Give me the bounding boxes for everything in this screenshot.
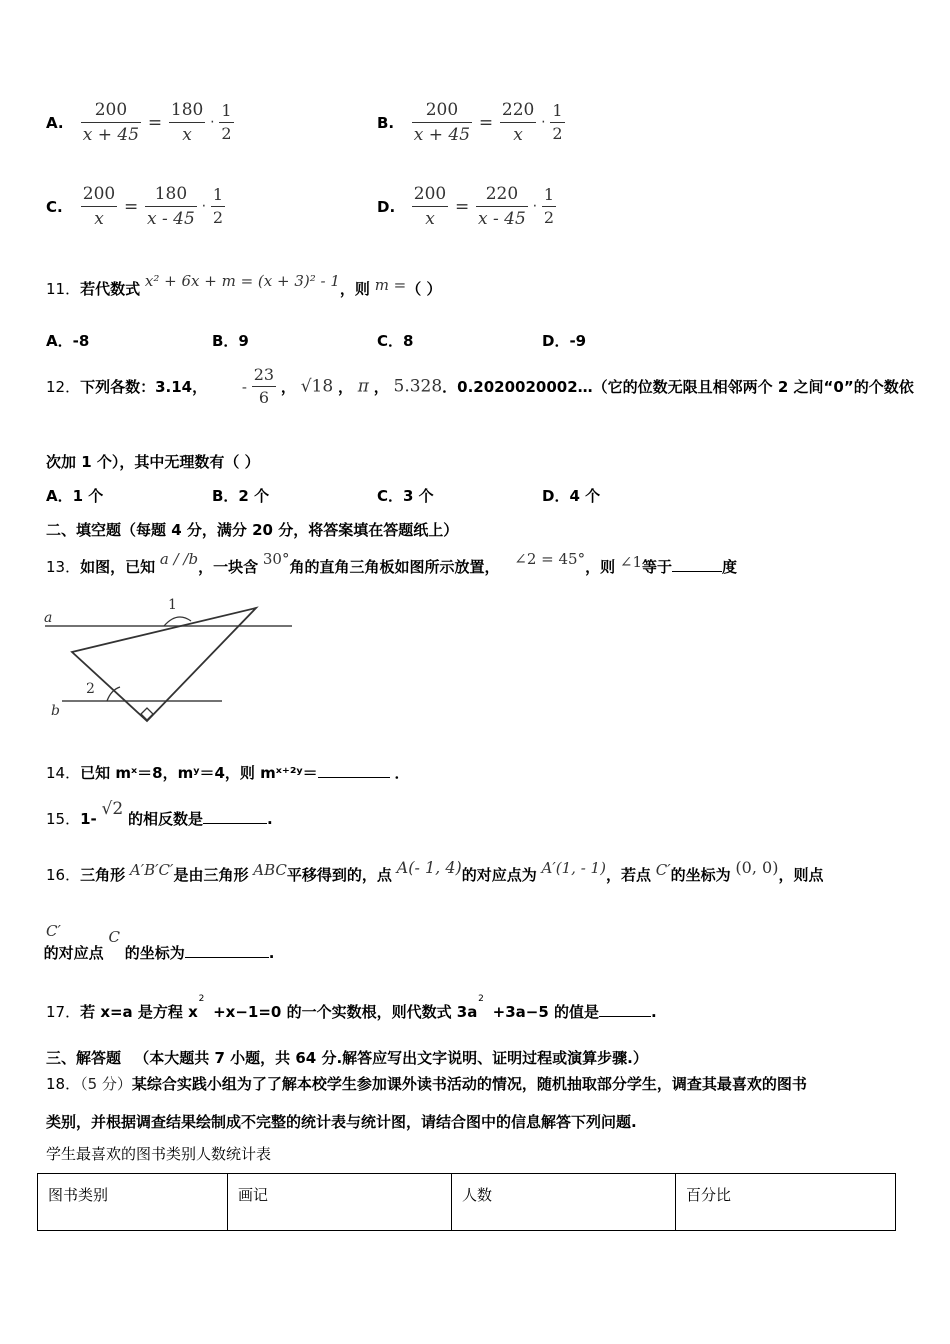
q11-option: C．8 [377,332,414,350]
label-angle-1: 1 [168,597,177,613]
sqrt-18: √18 [300,376,334,397]
q13-stem: 13．如图，已知 a / /b，一块含 30°角的直角三角板如图所示放置， ∠2 = 45°，则 ∠1等于 度 [46,550,738,576]
table-header-cell: 人数 [452,1174,676,1231]
fraction-half: $\frac{1}{2}$ [543,185,555,227]
answer-blank[interactable] [185,957,269,958]
label-a: a [44,610,53,626]
q16-stem: 16．三角形 A′B′C′是由三角形 ABC平移得到的，点 A(- 1, 4)的对应点为 A′(1, - 1)，若点 C′的坐标为 (0, 0)，则点 [46,858,824,884]
equals-sign: = [478,112,494,133]
q12-option: C．3 个 [377,487,434,505]
q18-stem-line2: 类别，并根据调查结果绘制成不完整的统计表与统计图，请结合图中的信息解答下列问题. [46,1113,637,1131]
dot-operator: · [532,198,538,215]
fraction-left: $\frac{200}{x}$ [82,184,116,229]
q11-stem: 11．若代数式 x² + 6x + m = (x + 3)² - 1，则 m =（ ） [46,272,442,298]
fraction-half: $\frac{1}{2}$ [552,101,563,143]
equals-sign: = [124,196,139,217]
equals-sign: = [455,196,470,217]
fraction-half: $\frac{1}{2}$ [212,185,224,227]
q10-option-b [377,98,565,147]
section-heading-fill-in: 二、填空题（每题 4 分，满分 20 分，将答案填在答题纸上） [46,521,459,539]
dot-operator: · [210,114,215,131]
q10-option-c [46,182,225,231]
table-header-cell: 图书类别 [38,1174,228,1231]
q16-stem-line2: C′ 的对应点 C 的坐标为 . [43,922,275,962]
fraction-right: $\frac{180}{x}$ [170,100,204,145]
q12-stem: 12．下列各数：3.14， - $\frac{23}{6}$ ， √18 ， π ， 5.328．0.2020020002…（它的位数无限且相邻两个 2 之间“0”的个数依 [46,365,914,407]
q12-stem-line2: 次加 1 个），其中无理数有（ ） [46,453,260,471]
table-header-cell: 画记 [228,1174,452,1231]
q10-option-a [46,98,234,147]
fraction-half: $\frac{1}{2}$ [221,101,232,143]
q11-option: D．-9 [542,332,587,350]
q11-option: B．9 [212,332,249,350]
option-label: D. [377,197,396,216]
q13-figure [40,593,300,728]
table-header-cell: 百分比 [676,1174,896,1231]
triangle-ruler [72,608,256,721]
equals-sign: = [147,112,163,133]
q17-stem: 17．若 x=a 是方程 x $^2$ +x−1=0 的一个实数根，则代数式 3a $^2$ +3a−5 的值是 . [46,994,657,1021]
fraction-right: $\frac{180}{x - 45}$ [147,184,195,229]
q18-stem: 18．（5 分）某综合实践小组为了了解本校学生参加课外读书活动的情况，随机抽取部分学生，调查其最喜欢的图书 [46,1075,807,1093]
fraction-left: $\frac{200}{x + 45}$ [82,100,140,145]
q12-option: D．4 个 [542,487,601,505]
dot-operator: · [541,114,546,131]
fraction-right: $\frac{220}{x}$ [501,100,535,145]
q11-option: A．-8 [46,332,90,350]
q15-stem: 15．1- √2 的相反数是 . [46,799,273,828]
fraction-left: $\frac{200}{x + 45}$ [413,100,471,145]
option-label: B. [377,113,395,132]
fraction-left: $\frac{200}{x}$ [413,184,447,229]
q10-option-d [377,182,556,231]
label-b: b [51,703,60,719]
sqrt-2: √2 [101,799,124,819]
table-header-row [38,1174,896,1231]
q12-option: A．1 个 [46,487,104,505]
pi-symbol: π [357,376,369,397]
fraction-right: $\frac{220}{x - 45}$ [478,184,526,229]
answer-blank[interactable] [672,571,722,572]
q14-stem: 14．已知 mˣ＝8，mʸ＝4，则 mˣ⁺²ʸ＝ ． [46,764,410,782]
answer-blank[interactable] [318,777,390,778]
fraction: $\frac{23}{6}$ [253,365,275,407]
table-title: 学生最喜欢的图书类别人数统计表 [46,1145,272,1163]
q12-option: B．2 个 [212,487,270,505]
q11-expression: x² + 6x + m = (x + 3)² - 1 [144,272,340,290]
section-heading-solutions: 三、解答题 （本大题共 7 小题，共 64 分.解答应写出文字说明、证明过程或演算步骤.） [46,1049,648,1067]
label-angle-2: 2 [86,681,95,697]
option-label: A. [46,113,64,132]
repeating-decimal: 5.328 [393,376,443,397]
book-category-table [37,1173,896,1231]
option-label: C. [46,197,63,216]
answer-blank[interactable] [203,823,267,824]
answer-blank[interactable] [599,1016,651,1017]
dot-operator: · [201,198,207,215]
